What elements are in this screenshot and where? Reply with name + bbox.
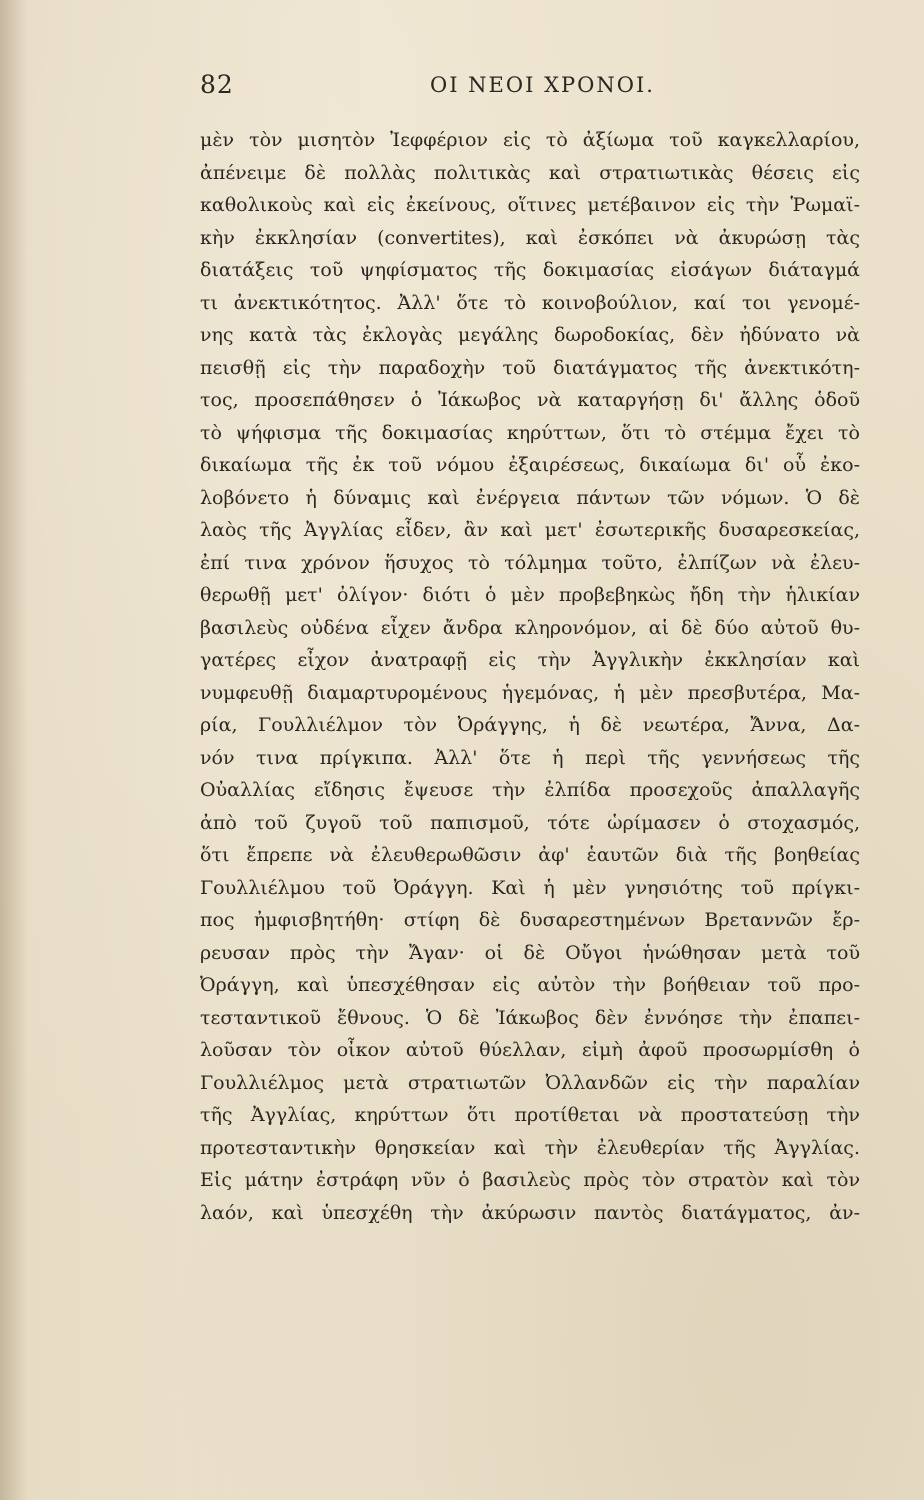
text-line: ρευσαν πρὸς τὴν Ἄγαν· οἱ δὲ Οὔγοι ἡνώθησαν μετὰ τοῦ (200, 941, 860, 964)
text-line: πος ἠμφισβητήθη· στίφη δὲ δυσαρεστημένων Βρεταννῶν ἔρ- (200, 909, 860, 931)
text-line: πεισθῇ εἰς τὴν παραδοχὴν τοῦ διατάγματος τῆς ἀνεκτικότη- (200, 356, 860, 379)
text-line: Οὐαλλίας εἴδησις ἔψευσε τὴν ἐλπίδα προσεχοῦς ἀπαλλαγῆς (200, 779, 860, 801)
text-line: Γουλλιέλμος μετὰ στρατιωτῶν Ὀλλανδῶν εἰς τὴν παραλίαν (200, 1071, 860, 1094)
text-line: δικαίωμα τῆς ἐκ τοῦ νόμου ἐξαιρέσεως, δικαίωμα δι' οὗ ἐκο- (200, 454, 860, 476)
text-line: ρία, Γουλλιέλμον τὸν Ὀράγγης, ἡ δὲ νεωτέρα, Ἄννα, Δα- (200, 714, 860, 736)
text-line: τος, προσεπάθησεν ὁ Ἰάκωβος νὰ καταργήσῃ δι' ἄλλης ὁδοῦ (200, 389, 860, 411)
text-line: τεσταντικοῦ ἔθνους. Ὁ δὲ Ἰάκωβος δὲν ἐννόησε τὴν ἐπαπει- (200, 1006, 860, 1029)
running-title: ΟΙ ΝΕΟΙ ΧΡΟΝΟΙ. (430, 73, 655, 97)
text-line: Ὀράγγη, καὶ ὑπεσχέθησαν εἰς αὐτὸν τὴν βοήθειαν τοῦ προ- (200, 974, 860, 996)
text-line: τῆς Ἀγγλίας, κηρύττων ὅτι προτίθεται νὰ προστατεύσῃ τὴν (200, 1104, 860, 1126)
text-line: τι ἀνεκτικότητος. Ἀλλ' ὅτε τὸ κοινοβούλιον, καί τοι γενομέ- (200, 291, 860, 314)
page-gutter-shadow (0, 0, 28, 1500)
text-line: ἀπὸ τοῦ ζυγοῦ τοῦ παπισμοῦ, τότε ὡρίμασεν ὁ στοχασμός, (200, 811, 860, 834)
text-line: λοῦσαν τὸν οἶκον αὐτοῦ θύελλαν, εἰμὴ ἀφοῦ προσωρμίσθη ὁ (200, 1039, 860, 1061)
text-line: λαόν, καὶ ὑπεσχέθη τὴν ἀκύρωσιν παντὸς διατάγματος, ἀν- (200, 1201, 860, 1224)
text-line: ἀπένειμε δὲ πολλὰς πολιτικὰς καὶ στρατιωτικὰς θέσεις εἰς (200, 161, 860, 184)
text-line: λαὸς τῆς Ἀγγλίας εἶδεν, ἂν καὶ μετ' ἐσωτερικῆς δυσαρεσκείας, (200, 519, 860, 541)
text-line: γατέρες εἶχον ἀνατραφῇ εἰς τὴν Ἀγγλικὴν ἐκκλησίαν καὶ (200, 649, 860, 671)
text-line: καθολικοὺς καὶ εἰς ἐκείνους, οἵτινες μετέβαινον εἰς τὴν Ῥωμαϊ- (200, 194, 860, 216)
text-line: λοβόνετο ἡ δύναμις καὶ ἐνέργεια πάντων τῶν νόμων. Ὁ δὲ (200, 486, 860, 509)
text-line: προτεσταντικὴν θρησκείαν καὶ τὴν ἐλευθερίαν τῆς Ἀγγλίας. (200, 1136, 860, 1159)
text-line: μὲν τὸν μισητὸν Ἰεφφέριον εἰς τὸ ἀξίωμα τοῦ καγκελλαρίου, (200, 129, 860, 151)
text-line: ὅτι ἔπρεπε νὰ ἐλευθερωθῶσιν ἀφ' ἑαυτῶν διὰ τῆς βοηθείας (200, 844, 860, 866)
text-line: Γουλλιέλμου τοῦ Ὀράγγη. Καὶ ἡ μὲν γνησιότης τοῦ πρίγκι- (200, 876, 860, 899)
running-head (200, 70, 880, 110)
text-line: νης κατὰ τὰς ἐκλογὰς μεγάλης δωροδοκίας, δὲν ἠδύνατο νὰ (200, 324, 860, 346)
text-line: τὸ ψήφισμα τῆς δοκιμασίας κηρύττων, ὅτι τὸ στέμμα ἔχει τὸ (200, 421, 860, 444)
text-line: θερωθῇ μετ' ὀλίγον· διότι ὁ μὲν προβεβηκὼς ἤδη τὴν ἡλικίαν (200, 584, 860, 606)
text-line: κὴν ἐκκλησίαν (convertites), καὶ ἐσκόπει νὰ ἀκυρώσῃ τὰς (200, 226, 860, 249)
text-line: ἐπί τινα χρόνον ἥσυχος τὸ τόλμημα τοῦτο, ἐλπίζων νὰ ἐλευ- (200, 551, 860, 574)
text-line: βασιλεὺς οὐδένα εἶχεν ἄνδρα κληρονόμον, αἱ δὲ δύο αὐτοῦ θυ- (200, 616, 860, 639)
text-line: νυμφευθῇ διαμαρτυρομένους ἡγεμόνας, ἡ μὲν πρεσβυτέρα, Μα- (200, 681, 860, 704)
page-number: 82 (200, 70, 234, 99)
text-line: νόν τινα πρίγκιπα. Ἀλλ' ὅτε ἡ περὶ τῆς γεννήσεως τῆς (200, 746, 860, 769)
text-line: Εἰς μάτην ἐστράφη νῦν ὁ βασιλεὺς πρὸς τὸν στρατὸν καὶ τὸν (200, 1169, 860, 1191)
text-line: διατάξεις τοῦ ψηφίσματος τῆς δοκιμασίας εἰσάγων διάταγμά (200, 259, 860, 281)
body-text (200, 124, 860, 1229)
